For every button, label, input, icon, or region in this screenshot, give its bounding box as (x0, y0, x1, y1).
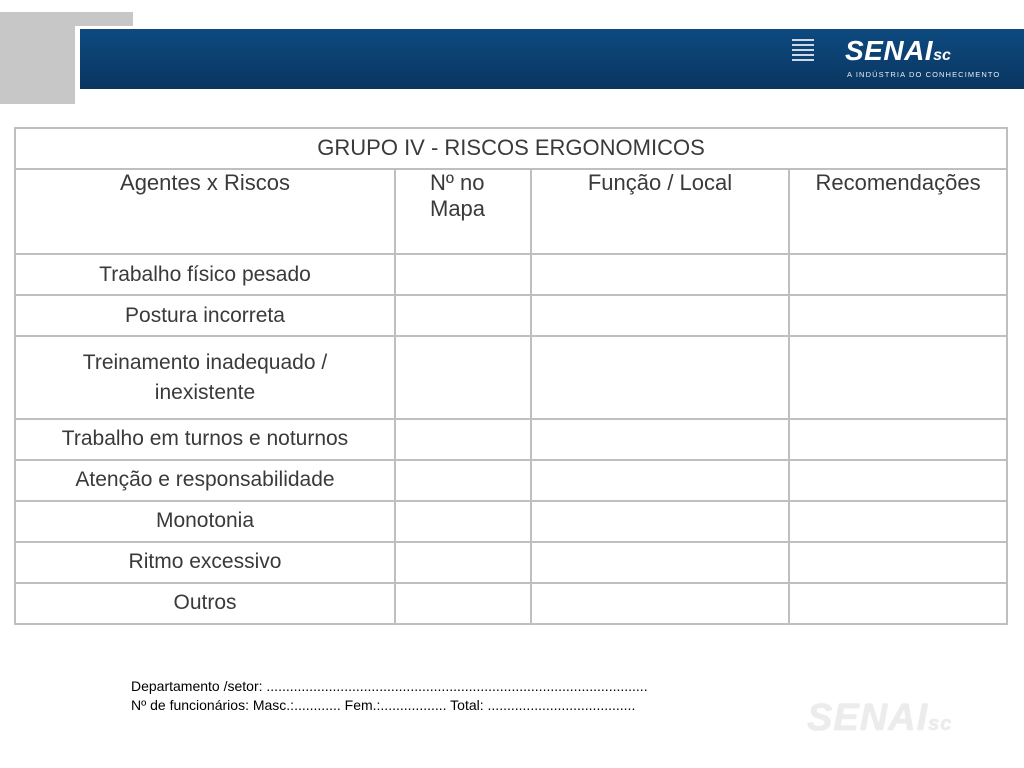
map-number-cell[interactable] (395, 254, 531, 295)
table-row (15, 336, 1007, 419)
risk-agent-label: Ritmo excessivo (15, 542, 395, 583)
risk-agent-label: Postura incorreta (15, 295, 395, 336)
brand-tagline: A INDÚSTRIA DO CONHECIMENTO (847, 70, 1001, 79)
table-title: GRUPO IV - RISCOS ERGONOMICOS (15, 128, 1007, 169)
recommendations-cell[interactable] (789, 501, 1007, 542)
fiesc-seal-icon (782, 37, 822, 77)
risk-agent-label: Treinamento inadequado / inexistente (15, 336, 395, 419)
recommendations-cell[interactable] (789, 419, 1007, 460)
table-row (15, 583, 1007, 624)
column-header-function-location: Função / Local (531, 169, 789, 254)
employee-count-line: Nº de funcionários: Masc.:............ Fem.:................. Total: ...................................... (131, 697, 636, 713)
column-header-recommendations: Recomendações (789, 169, 1007, 254)
department-line: Departamento /setor: .................................................................................................. (131, 678, 648, 694)
map-number-cell[interactable] (395, 336, 531, 419)
table-row (15, 254, 1007, 295)
column-header-map-number: Nº no Mapa (395, 169, 531, 254)
table-row (15, 501, 1007, 542)
recommendations-cell[interactable] (789, 336, 1007, 419)
risk-agent-label: Trabalho em turnos e noturnos (15, 419, 395, 460)
risk-agent-label: Outros (15, 583, 395, 624)
risk-table (14, 127, 1008, 625)
table-row (15, 419, 1007, 460)
table-row (15, 460, 1007, 501)
map-number-cell[interactable] (395, 295, 531, 336)
function-location-cell[interactable] (531, 460, 789, 501)
table-row (15, 295, 1007, 336)
recommendations-cell[interactable] (789, 542, 1007, 583)
function-location-cell[interactable] (531, 419, 789, 460)
risk-agent-label: Atenção e responsabilidade (15, 460, 395, 501)
table-row (15, 542, 1007, 583)
footer-fields (131, 677, 648, 715)
header-banner (80, 29, 1024, 89)
senai-logo: SENAIsc (845, 35, 951, 66)
function-location-cell[interactable] (531, 295, 789, 336)
risk-agent-label: Trabalho físico pesado (15, 254, 395, 295)
map-number-cell[interactable] (395, 583, 531, 624)
function-location-cell[interactable] (531, 254, 789, 295)
recommendations-cell[interactable] (789, 460, 1007, 501)
function-location-cell[interactable] (531, 501, 789, 542)
recommendations-cell[interactable] (789, 295, 1007, 336)
recommendations-cell[interactable] (789, 583, 1007, 624)
map-number-cell[interactable] (395, 460, 531, 501)
recommendations-cell[interactable] (789, 254, 1007, 295)
function-location-cell[interactable] (531, 336, 789, 419)
senai-watermark-logo: SENAIsc (807, 697, 953, 739)
risk-agent-label: Monotonia (15, 501, 395, 542)
map-number-cell[interactable] (395, 501, 531, 542)
map-number-cell[interactable] (395, 419, 531, 460)
column-header-agents: Agentes x Riscos (15, 169, 395, 254)
map-number-cell[interactable] (395, 542, 531, 583)
function-location-cell[interactable] (531, 583, 789, 624)
function-location-cell[interactable] (531, 542, 789, 583)
